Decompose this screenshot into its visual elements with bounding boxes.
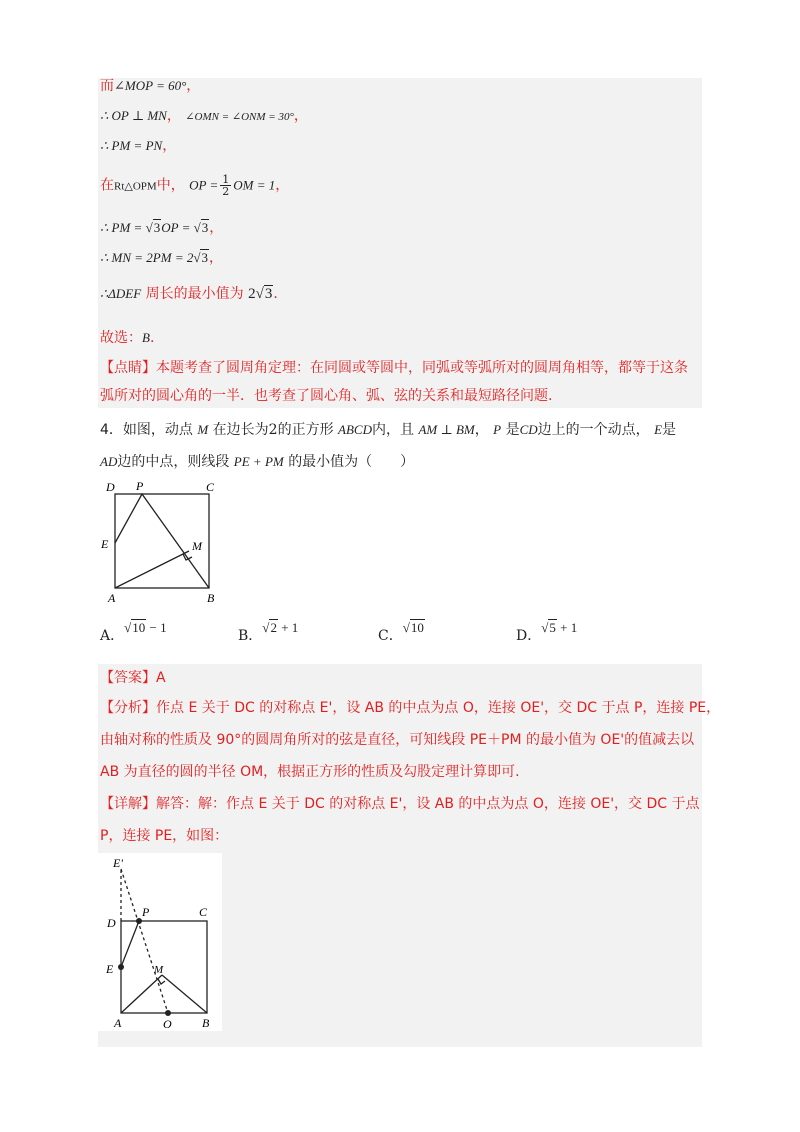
option-a: A．√10 − 1: [100, 620, 167, 644]
label-P: P: [136, 479, 144, 493]
solution-line-5: ∴ PM = √3OP = √3，: [100, 220, 224, 236]
solution-line-6: ∴ MN = 2PM = 2√3，: [100, 250, 223, 266]
analysis-line-3: AB 为直径的圆的半径 OM，根据正方形的性质及勾股定理计算即可.: [100, 764, 520, 780]
solution-line-4: 在Rt△OPM中， OP = $\frac{1}{2}$ OM = 1，: [100, 173, 290, 198]
option-c: C．√10: [378, 620, 424, 644]
question-4-line-2: AD边的中点，则线段 PE + PM 的最小值为（ ）: [100, 454, 415, 470]
label-M: M: [192, 539, 202, 553]
option-d: D．√5 + 1: [516, 620, 578, 644]
analysis-line-2: 由轴对称的性质及 90°的圆周角所对的弦是直径，可知线段 PE＋PM 的最小值为 OE'的值减去以: [100, 732, 695, 748]
fig2-label-M: M: [154, 964, 164, 976]
fig2-label-E: E: [106, 962, 114, 976]
fig2-label-D: D: [107, 916, 116, 930]
label-B: B: [207, 591, 215, 605]
solution-figure: [98, 853, 222, 1031]
fig2-label-C: C: [199, 905, 208, 919]
choice-line: 故选：B.: [100, 330, 155, 346]
solution-line-1: 而∠MOP = 60°，: [100, 78, 201, 94]
comment-line-2: 弧所对的圆心角的一半．也考查了圆心角、弧、弦的关系和最短路径问题.: [100, 388, 553, 404]
question-4-figure: [98, 478, 228, 608]
label-D: D: [106, 480, 115, 494]
solution-line-2: ∴ OP ⊥ MN， ∠OMN = ∠ONM = 30°，: [100, 108, 308, 124]
fig2-label-P: P: [142, 905, 150, 919]
detail-line-1: 【详解】解答：解：作点 E 关于 DC 的对称点 E'，设 AB 的中点为点 O，连接 OE'，交 DC 于点: [100, 796, 700, 812]
fig2-label-A: A: [114, 1016, 122, 1030]
answer-line: 【答案】A: [100, 670, 166, 686]
label-C: C: [206, 480, 215, 494]
detail-line-2: P，连接 PE，如图：: [100, 828, 229, 844]
option-b: B．√2 + 1: [238, 620, 299, 644]
fig2-label-B: B: [202, 1016, 210, 1030]
solution-line-3: ∴ PM = PN，: [100, 138, 177, 154]
label-E-prime: E': [113, 856, 123, 870]
comment-line-1: 【点睛】本题考查了圆周角定理：在同圆或等圆中，同弧或等弧所对的圆周角相等，都等于这条: [100, 360, 688, 376]
label-A: A: [108, 591, 116, 605]
analysis-line-1: 【分析】作点 E 关于 DC 的对称点 E'，设 AB 的中点为点 O，连接 OE'，交 DC 于点 P，连接 PE，: [100, 700, 721, 716]
fig2-label-O: O: [163, 1017, 172, 1031]
label-E: E: [101, 537, 109, 551]
solution-line-7: ∴ΔDEF 周长的最小值为 2√3.: [100, 286, 278, 302]
question-4-line-1: 4．如图，动点 M 在边长为2的正方形 ABCD内，且 AM ⊥ BM， P 是CD边上的一个动点， E是: [100, 422, 677, 438]
